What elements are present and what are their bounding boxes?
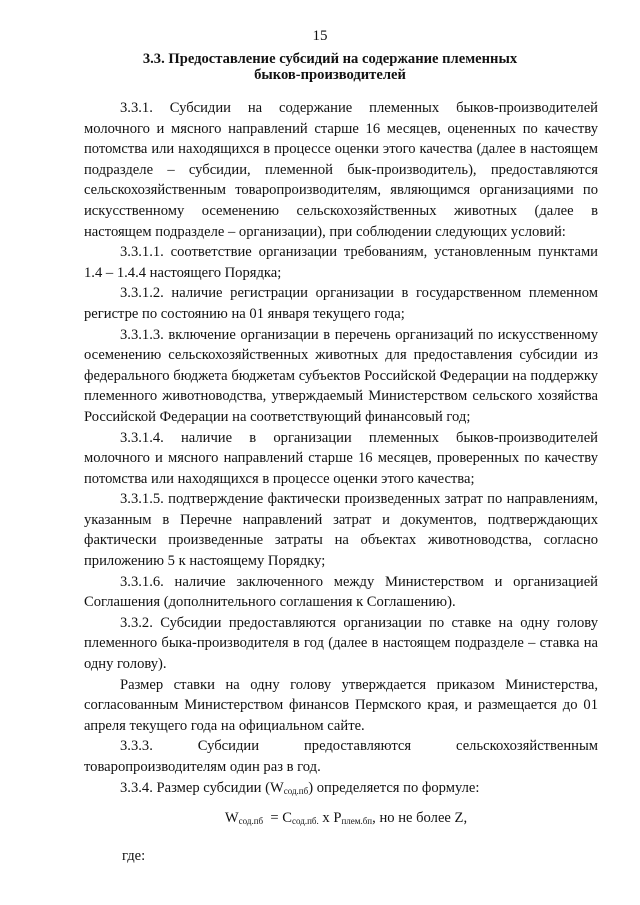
subsidy-formula — [84, 808, 598, 832]
paragraph-3-3-1-5: 3.3.1.5. подтверждение фактически произведенных затрат по направлениям, указанным в Перечне направлений затрат и документов, подтверждающих фактически произведенные затраты на объектах животноводства, согласно приложению 5 к настоящему Порядку; — [84, 491, 598, 570]
document-body — [84, 98, 598, 866]
formula-c-sub: сод.пб. — [292, 816, 319, 827]
formula-w-sub: сод.пб — [238, 816, 264, 827]
formula-w: W — [224, 810, 239, 827]
paragraph-3-3-1-6: 3.3.1.6. наличие заключенного между Министерством и организацией Соглашения (дополнительного соглашения к Соглашению). — [84, 573, 598, 611]
paragraph-3-3-4-head: 3.3.4. Размер субсидии (W — [120, 779, 284, 796]
paragraph-3-3-1: 3.3.1. Субсидии на содержание племенных быков-производителей молочного и мясного направлений старше 16 месяцев, оцененных по качеству потомства или находящихся в процессе оценки этого качества (далее в настоящем подразделе – субсидии, племенной бык-производитель), предоставляются сельскохозяйственным товаропроизводителям, являющимся организациями по искусственному осеменению сельскохозяйственных животных (далее в настоящем подразделе – организации), при соблюдении следующих условий: — [84, 100, 598, 240]
paragraph-3-3-2: 3.3.2. Субсидии предоставляются организации по ставке на одну голову племенного быка-производителя в год (далее в настоящем подразделе – ставка на одну голову). — [84, 614, 598, 673]
section-heading: 3.3. Предоставление субсидий на содержание племенных быков-производителей — [142, 51, 518, 83]
formula-p-sub: плем.бп — [341, 816, 373, 827]
paragraph-rate: Размер ставки на одну голову утверждается приказом Министерства, согласованным Министерством финансов Пермского края, и размещается до 01 апреля текущего года на официальном сайте. — [84, 676, 598, 734]
formula-eq: = C — [263, 810, 293, 827]
where-label: где: — [122, 847, 146, 864]
page-number: 15 — [312, 28, 328, 44]
formula-tail: , но не более Z, — [372, 810, 468, 827]
paragraph-3-3-4-sub: сод.пб — [283, 785, 309, 796]
paragraph-3-3-1-2: 3.3.1.2. наличие регистрации организации в государственном племенном регистре по состоянию на 01 января текущего года; — [84, 285, 598, 322]
paragraph-3-3-4 — [84, 778, 598, 802]
paragraph-3-3-1-3: 3.3.1.3. включение организации в перечень организаций по искусственному осеменению сельскохозяйственных животных для предоставления субсидии из федерального бюджета бюджетам субъектов Российской Федерации на поддержку племенного животноводства, утверждаемый Министерством сельского хозяйства Российской Федерации на соответствующий финансовый год; — [84, 326, 598, 425]
paragraph-3-3-1-4: 3.3.1.4. наличие в организации племенных быков-производителей молочного и мясного направлений старше 16 месяцев, проверенных по качеству потомства или находящихся в процессе оценки этого качества; — [84, 429, 598, 487]
paragraph-3-3-1-1: 3.3.1.1. соответствие организации требованиям, установленным пунктами 1.4 – 1.4.4 настоящего Порядка; — [84, 244, 598, 281]
formula-x: х P — [318, 810, 342, 827]
paragraph-3-3-4-tail: ) определяется по формуле: — [308, 779, 480, 796]
paragraph-3-3-3: 3.3.3. Субсидии предоставляются сельскохозяйственным товаропроизводителям один раз в год. — [84, 738, 598, 775]
